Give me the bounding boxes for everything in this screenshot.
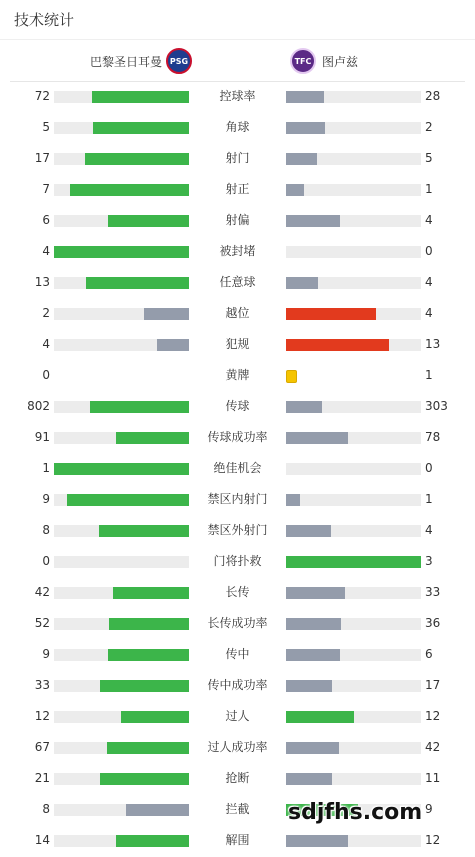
away-bar-track [286,370,421,382]
home-value: 91 [34,430,50,444]
home-bar-fill [86,277,189,289]
away-value: 3 [425,554,433,568]
away-bar-fill [286,153,317,165]
away-bar-track [286,246,421,258]
home-value: 1 [42,461,50,475]
away-bar-track [286,463,421,475]
away-value: 4 [425,275,433,289]
home-bar-fill [70,184,189,196]
away-bar-fill [286,649,340,661]
stat-label: 拦截 [225,802,250,816]
away-bar-track [286,277,421,289]
home-value: 9 [42,492,50,506]
home-bar-track [54,401,189,413]
away-bar-track [286,91,421,103]
home-value: 13 [34,275,50,289]
home-bar-track [54,556,189,568]
away-bar-fill [286,587,345,599]
away-bar-track [286,525,421,537]
away-value: 4 [425,213,433,227]
stat-row [0,112,475,143]
away-value: 6 [425,647,433,661]
away-team[interactable] [290,40,358,82]
stat-label: 被封堵 [219,244,256,258]
away-value: 0 [425,244,433,258]
home-value: 6 [42,213,50,227]
stat-label: 传中成功率 [207,678,268,692]
home-value: 12 [34,709,50,723]
away-value: 303 [425,399,448,413]
away-bar-fill [286,91,324,103]
home-bar-track [54,680,189,692]
stat-label: 射偏 [225,213,250,227]
stat-row [0,391,475,422]
home-bar-fill [121,711,189,723]
away-bar-fill [286,308,376,320]
away-value: 4 [425,523,433,537]
home-value: 42 [34,585,50,599]
home-team-name: 巴黎圣日耳曼 [90,54,163,69]
stat-row [0,484,475,515]
home-value: 5 [42,120,50,134]
home-value: 802 [27,399,50,413]
away-value: 2 [425,120,433,134]
away-bar-track [286,773,421,785]
home-bar-track [54,308,189,320]
stat-row [0,453,475,484]
stat-label: 解围 [225,833,250,847]
home-bar-track [54,370,189,382]
away-value: 4 [425,306,433,320]
stat-label: 长传成功率 [207,616,268,630]
home-value: 8 [42,523,50,537]
away-bar-track [286,308,421,320]
home-bar-fill [108,649,189,661]
away-value: 12 [425,833,441,847]
teams-row [10,40,465,82]
stat-label: 控球率 [219,89,256,103]
away-bar-fill [286,711,354,723]
home-value: 0 [42,368,50,382]
home-value: 2 [42,306,50,320]
stat-label: 长传 [225,585,250,599]
stat-row [0,174,475,205]
home-bar-track [54,432,189,444]
home-value: 21 [34,771,50,785]
away-bar-track [286,184,421,196]
away-value: 1 [425,182,433,196]
home-bar-fill [54,463,189,475]
away-team-name: 图卢兹 [322,54,359,69]
away-bar-fill [286,773,332,785]
home-bar-track [54,525,189,537]
stat-row [0,298,475,329]
page-title: 技术统计 [14,11,75,29]
away-bar-fill [286,742,339,754]
home-bar-fill [85,153,189,165]
away-bar-track [286,153,421,165]
home-value: 52 [34,616,50,630]
home-value: 67 [34,740,50,754]
away-bar-track [286,494,421,506]
home-value: 9 [42,647,50,661]
away-value: 12 [425,709,441,723]
away-value: 1 [425,368,433,382]
home-value: 17 [34,151,50,165]
home-bar-fill [157,339,189,351]
home-bar-track [54,184,189,196]
away-bar-fill [286,680,332,692]
away-bar-track [286,711,421,723]
away-value: 5 [425,151,433,165]
away-value: 17 [425,678,441,692]
home-bar-track [54,277,189,289]
stat-label: 抢断 [225,771,250,785]
home-bar-fill [99,525,189,537]
stat-label: 绝佳机会 [213,461,262,475]
home-bar-track [54,711,189,723]
home-bar-fill [90,401,189,413]
stat-label: 过人 [225,709,250,723]
stat-label: 过人成功率 [207,740,268,754]
away-bar-fill [286,277,318,289]
away-bar-fill [286,432,348,444]
home-bar-fill [54,246,189,258]
home-bar-track [54,91,189,103]
home-bar-fill [116,432,189,444]
away-bar-fill [286,401,322,413]
away-value: 0 [425,461,433,475]
stat-label: 射门 [225,151,250,165]
stat-row [0,205,475,236]
stat-label: 角球 [225,120,250,134]
stat-row [0,143,475,174]
away-bar-fill [286,215,340,227]
stat-row [0,732,475,763]
home-bar-track [54,463,189,475]
home-bar-track [54,773,189,785]
away-value: 1 [425,492,433,506]
stat-label: 任意球 [219,275,256,289]
home-bar-track [54,494,189,506]
away-bar-track [286,649,421,661]
home-bar-fill [100,680,189,692]
home-bar-track [54,587,189,599]
home-bar-fill [109,618,189,630]
home-bar-track [54,339,189,351]
stat-label: 犯规 [225,337,250,351]
home-bar-fill [126,804,189,816]
away-bar-track [286,215,421,227]
home-bar-fill [108,215,189,227]
stat-row [0,608,475,639]
away-bar-track [286,556,421,568]
stat-label: 门将扑救 [213,554,262,568]
home-bar-track [54,215,189,227]
away-value: 11 [425,771,441,785]
home-value: 4 [42,244,50,258]
stat-label: 传中 [225,647,250,661]
away-value: 9 [425,802,433,816]
stat-label: 传球成功率 [207,430,268,444]
away-bar-track [286,680,421,692]
home-value: 0 [42,554,50,568]
home-bar-fill [113,587,189,599]
home-value: 4 [42,337,50,351]
home-bar-fill [93,122,189,134]
home-bar-track [54,618,189,630]
away-bar-fill [286,184,304,196]
away-bar-track [286,618,421,630]
away-bar-track [286,742,421,754]
watermark: sdjfhs.com [288,800,423,825]
stat-row [0,701,475,732]
yellow-card-icon [286,370,297,383]
away-bar-fill [286,122,325,134]
stat-row [0,546,475,577]
home-value: 72 [34,89,50,103]
home-value: 33 [34,678,50,692]
toulouse-logo-icon: TFC [290,48,316,74]
stat-row [0,81,475,112]
stat-row [0,267,475,298]
stat-row [0,577,475,608]
home-value: 14 [34,833,50,847]
away-value: 78 [425,430,441,444]
stat-row [0,360,475,391]
stat-label: 禁区外射门 [207,523,268,537]
away-value: 36 [425,616,441,630]
home-bar-fill [100,773,189,785]
away-bar-track [286,339,421,351]
home-bar-track [54,835,189,847]
home-bar-track [54,246,189,258]
psg-logo-icon: PSG [166,48,192,74]
stat-row [0,422,475,453]
stat-label: 射正 [225,182,250,196]
stat-row [0,639,475,670]
away-value: 42 [425,740,441,754]
stat-label: 黄牌 [225,368,250,382]
away-bar-fill [286,556,421,568]
stat-row [0,329,475,360]
home-bar-track [54,649,189,661]
home-bar-track [54,804,189,816]
home-bar-fill [67,494,189,506]
stat-row [0,763,475,794]
section-header [0,0,475,40]
home-bar-fill [144,308,189,320]
stat-row [0,236,475,267]
away-value: 33 [425,585,441,599]
away-bar-fill [286,835,348,847]
home-bar-track [54,742,189,754]
home-value: 7 [42,182,50,196]
away-bar-fill [286,339,389,351]
stat-label: 禁区内射门 [207,492,268,506]
home-bar-track [54,153,189,165]
away-bar-track [286,587,421,599]
away-value: 13 [425,337,441,351]
stat-row [0,825,475,856]
home-bar-track [54,122,189,134]
away-bar-fill [286,525,331,537]
away-bar-track [286,835,421,847]
stat-label: 传球 [225,399,250,413]
away-bar-track [286,122,421,134]
away-bar-track [286,401,421,413]
stat-row [0,515,475,546]
home-team[interactable] [90,40,192,82]
home-bar-fill [92,91,189,103]
away-bar-track [286,432,421,444]
stat-row [0,670,475,701]
home-bar-fill [116,835,189,847]
away-value: 28 [425,89,441,103]
home-bar-fill [107,742,189,754]
away-bar-fill [286,618,341,630]
home-value: 8 [42,802,50,816]
away-bar-fill [286,494,300,506]
stat-label: 越位 [225,306,250,320]
